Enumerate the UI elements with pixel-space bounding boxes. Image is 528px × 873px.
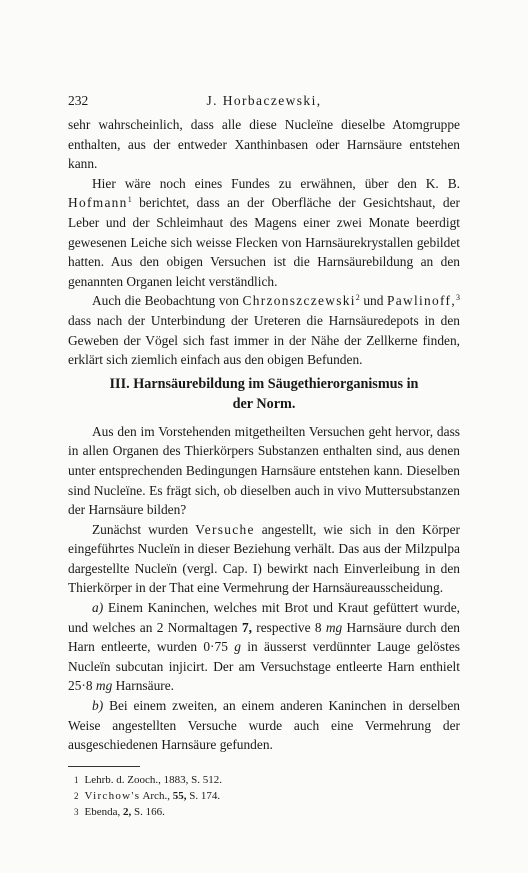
item-label: b) [92, 698, 104, 714]
footnote-ref: 3 [455, 293, 460, 303]
paragraph: sehr wahrscheinlich, dass alle diese Nucleïne dieselbe Atomgruppe enthalten, aus der entweder Xanthinbasen oder Harnsäure entstehen kann. [68, 117, 460, 172]
paragraph: Aus den im Vorstehenden mitgetheilten Versuchen geht hervor, dass in allen Organen des Thierkörpers Substanzen enthalten sind, aus denen unter entsprechenden Bedingungen Harnsäure entstehen kann. Dieselben sind Nucleïne. Es frägt sich, ob dieselben auch in vivo Muttersubstanzen der Harnsäure bilden? [68, 423, 460, 518]
paragraph: Hier wäre noch eines Fundes zu erwähnen, über den K. B. Hofmann$^1$ berichtet, dass an der Oberfläche der Gesichtshaut, der Leber und der Schleimhaut des Magens einer zwei Monate beerdigt gewesenen Leiche sich weisse Flecken von Harnsäurekrystallen gebildet hatten. Aus den obigen Versuchen ist die Harnsäurebildung an den genannten Organen leicht verständlich. [68, 175, 460, 289]
unit: g [234, 639, 241, 655]
running-head [68, 93, 460, 111]
footnote-ref: 1 [127, 195, 132, 205]
footnote: 1 Lehrb. d. Zooch., 1883, S. 512. [74, 774, 222, 786]
footnote-mark: 1 [74, 775, 79, 785]
page-number: 232 [68, 93, 89, 108]
paragraph: b) Bei einem zweiten, an einem anderen Kaninchen in derselben Weise angestellten Versuche wurde auch eine Vermehrung der ausgeschiedenen Harnsäure gefunden. [68, 698, 460, 753]
paragraph: Auch die Beobachtung von Chrzonszczewski$^2$ und Pawlinoff,$^3$ dass nach der Unterbindung der Ureteren die Harnsäuredepots in den Geweben der Vögel sich fast immer in der Nähe der Zellkerne finden, erklärt sich ziemlich einfach aus den obigen Befunden. [68, 293, 460, 368]
person-name: Pawlinoff, [387, 293, 456, 309]
footnote-divider [68, 766, 140, 767]
item-label: a) [92, 600, 104, 616]
emphasis: Versuche [195, 521, 255, 537]
footnote-mark: 2 [74, 791, 79, 801]
footnotes [74, 772, 454, 820]
footnote: 2 Virchow's Arch., 55, S. 174. [74, 790, 221, 802]
running-head-author: J. Horbaczewski, [206, 93, 322, 108]
paragraph: a) Einem Kaninchen, welches mit Brot und Kraut gefüttert wurde, und welches an 2 Normaltagen 7, respective 8 mg Harnsäure durch den Harn entleerte, wurden 0·75 g in äusserst verdünnter Lauge gelöstes Nucleïn subcutan injicirt. Der am Versuchstage entleerte Harn enthielt 25·8 mg Harnsäure. [68, 600, 460, 694]
paragraph: Zunächst wurden Versuche angestellt, wie sich in den Körper eingeführtes Nucleïn in dieser Beziehung verhält. Das aus der Milzpulpa dargestellte Nucleïn (vergl. Cap. I) bewirkt nach Einverleibung in den Thierkörper in der That eine Vermehrung der Harnsäureausscheidung. [68, 521, 460, 596]
person-name: Chrzonszczewski [242, 293, 356, 309]
unit: mg [325, 619, 343, 635]
section-heading: III. Harnsäurebildung im Säugethierorganismus in der Norm. [109, 375, 419, 412]
footnote: 3 Ebenda, 2, S. 166. [74, 806, 165, 818]
person-name: Hofmann [68, 195, 128, 211]
unit: mg [95, 678, 113, 694]
footnote-mark: 3 [74, 807, 79, 817]
footnote-ref: 2 [355, 293, 360, 303]
body-text [68, 115, 460, 755]
